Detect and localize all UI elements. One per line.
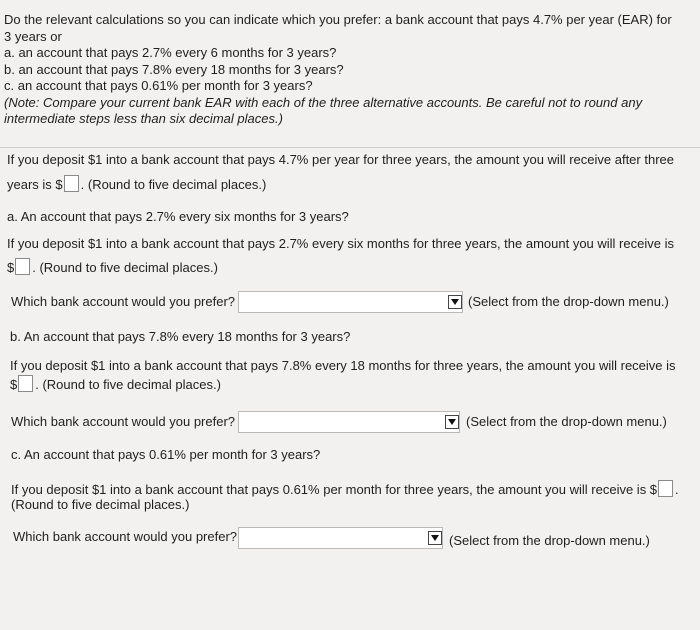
part-b-prefer-dropdown[interactable] — [238, 411, 460, 433]
part-b-question-line: If you deposit $1 into a bank account that pays 7.8% every 18 months for three years, the amount you will receive is — [10, 358, 676, 373]
problem-text-line: 3 years or — [4, 28, 62, 44]
part-b-answer-line — [10, 375, 221, 394]
part-a-prefer-label: Which bank account would you prefer? — [11, 294, 236, 309]
base-answer-suffix: . (Round to five decimal places.) — [80, 177, 267, 192]
part-b-answer-input[interactable] — [18, 375, 33, 392]
part-c-rounding-note: (Round to five decimal places.) — [11, 497, 190, 512]
chevron-down-icon[interactable] — [445, 415, 459, 429]
base-answer-prefix: years is $ — [7, 177, 63, 192]
section-divider — [0, 147, 700, 148]
problem-statement — [4, 12, 694, 128]
option-c-text: c. an account that pays 0.61% per month for 3 years? — [4, 78, 313, 93]
chevron-down-icon[interactable] — [448, 295, 462, 309]
part-a-answer-line — [7, 258, 218, 277]
part-a-dropdown-hint: (Select from the drop-down menu.) — [468, 294, 669, 309]
part-c-dropdown-hint: (Select from the drop-down menu.) — [449, 533, 650, 548]
base-answer-line — [7, 175, 266, 194]
part-a-answer-prefix: $ — [7, 260, 15, 275]
note-text: (Note: Compare your current bank EAR with each of the three alternative accounts. Be careful not to round any — [4, 94, 643, 110]
note-text: intermediate steps less than six decimal places.) — [4, 111, 283, 126]
part-a-prefer-dropdown[interactable] — [238, 291, 463, 313]
part-a-answer-suffix: . (Round to five decimal places.) — [32, 260, 218, 275]
option-a-text: a. an account that pays 2.7% every 6 months for 3 years? — [4, 45, 337, 60]
part-a-answer-input[interactable] — [15, 258, 30, 275]
option-b-text: b. an account that pays 7.8% every 18 months for 3 years? — [4, 61, 344, 77]
part-c-prefer-label: Which bank account would you prefer? — [13, 529, 238, 544]
base-question-line: If you deposit $1 into a bank account that pays 4.7% per year for three years, the amount you will receive after three — [7, 152, 674, 167]
part-c-answer-input[interactable] — [658, 480, 673, 497]
base-answer-input[interactable] — [64, 175, 79, 192]
part-c-heading: c. An account that pays 0.61% per month for 3 years? — [11, 447, 321, 462]
problem-text-line: Do the relevant calculations so you can indicate which you prefer: a bank account that pays 4.7% per year (EAR) for — [4, 12, 672, 27]
part-a-question-line: If you deposit $1 into a bank account that pays 2.7% every six months for three years, the amount you will receive is — [7, 236, 674, 251]
part-b-dropdown-hint: (Select from the drop-down menu.) — [466, 414, 667, 429]
part-b-prefer-label: Which bank account would you prefer? — [11, 414, 236, 429]
part-b-answer-suffix: . (Round to five decimal places.) — [35, 377, 221, 392]
part-b-heading: b. An account that pays 7.8% every 18 months for 3 years? — [10, 329, 351, 344]
part-c-prefer-dropdown[interactable] — [238, 527, 443, 549]
part-b-answer-prefix: $ — [10, 377, 18, 392]
part-c-answer-suffix: . — [675, 482, 679, 497]
chevron-down-icon[interactable] — [428, 531, 442, 545]
part-c-question-text: If you deposit $1 into a bank account that pays 0.61% per month for three years, the amount you will receive is $ — [11, 482, 658, 497]
part-a-heading: a. An account that pays 2.7% every six months for 3 years? — [7, 209, 349, 224]
